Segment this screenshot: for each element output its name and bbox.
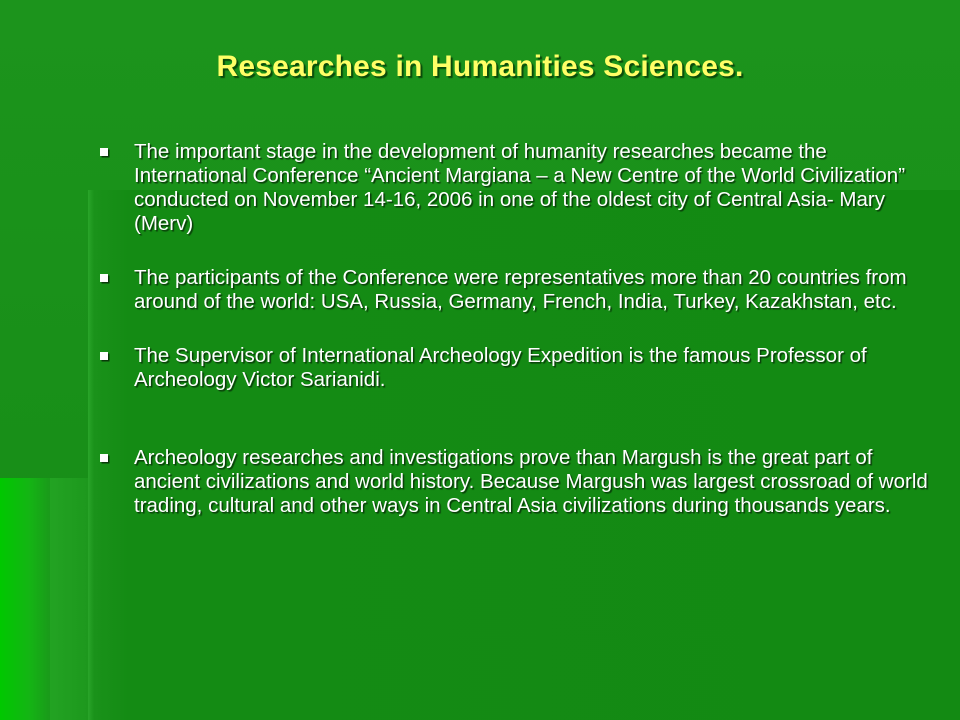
square-bullet-icon bbox=[100, 454, 108, 462]
bullet-text: The important stage in the development of humanity researches became the International Conference “Ancient Margiana – a New Centre of the World Civilization” conducted on November 14-16, 2006 in one of the oldest city of Central Asia- Mary (Merv) bbox=[134, 140, 906, 235]
accent-strip bbox=[0, 478, 50, 720]
bullet-item bbox=[96, 344, 936, 392]
bullet-text: The participants of the Conference were representatives more than 20 countries from around of the world: USA, Russia, Germany, French, India, Turkey, Kazakhstan, etc. bbox=[134, 266, 907, 313]
bullet-item bbox=[96, 140, 936, 236]
square-bullet-icon bbox=[100, 274, 108, 282]
square-bullet-icon bbox=[100, 352, 108, 360]
slide-title: Researches in Humanities Sciences. bbox=[216, 50, 744, 83]
bullet-text: Archeology researches and investigations prove than Margush is the great part of ancient civilizations and world history. Because Margush was largest crossroad of world trading, cultural and other ways in Central Asia civilizations during thousands years. bbox=[134, 446, 928, 517]
bullet-item bbox=[96, 266, 936, 314]
square-bullet-icon bbox=[100, 148, 108, 156]
bullet-item bbox=[96, 446, 936, 518]
bullet-list bbox=[96, 136, 936, 518]
bullet-text: The Supervisor of International Archeology Expedition is the famous Professor of Archeology Victor Sarianidi. bbox=[134, 344, 867, 391]
